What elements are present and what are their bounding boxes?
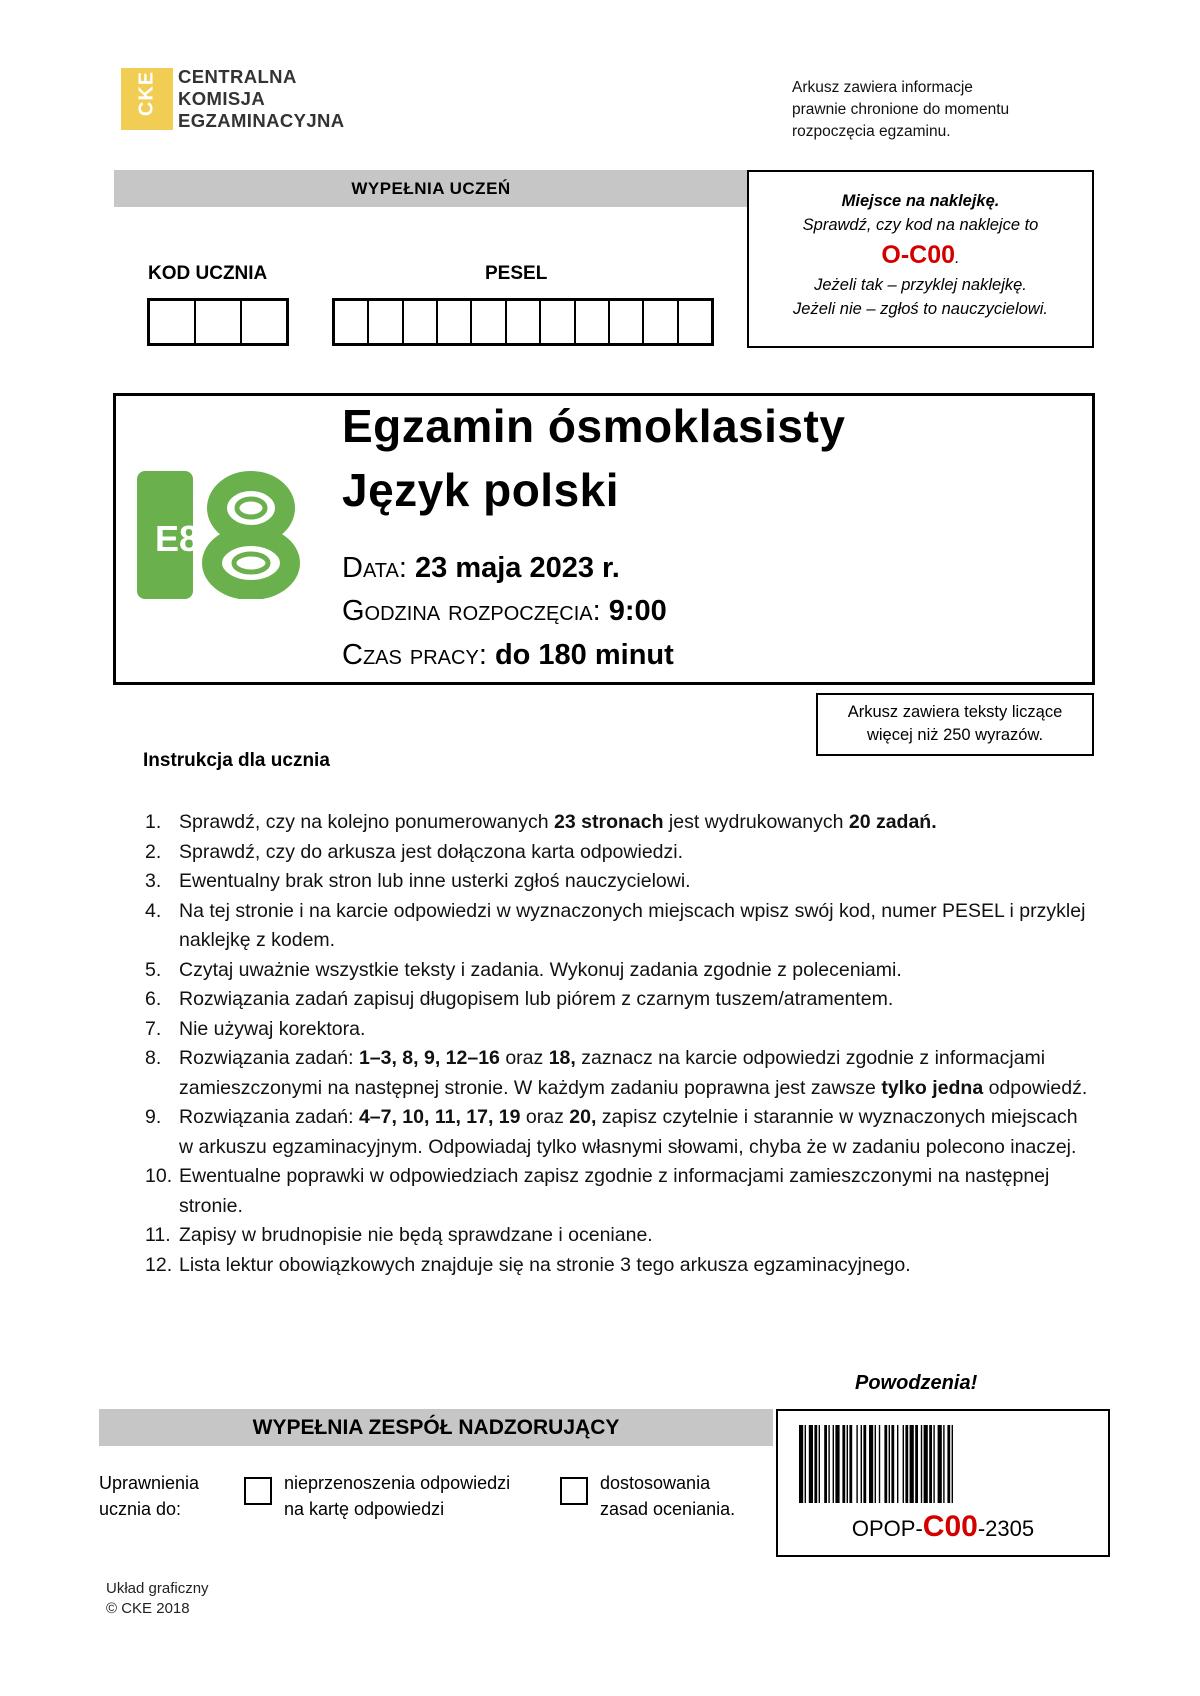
instruction-number: 8. [145,1047,162,1069]
instruction-text [179,838,1095,868]
exam-date: Data: 23 maja 2023 r. [342,552,620,584]
instruction-text [179,867,1095,897]
instruction-number: 10. [145,1165,173,1187]
pesel-label: PESEL [485,263,548,284]
pesel-digit-box[interactable] [644,301,678,343]
instruction-number: 2. [145,840,162,863]
logo-mark-text: CKE [135,70,158,117]
sticker-code-suffix: . [955,249,960,267]
instruction-segment: Na tej stronie i na karcie odpowiedzi w wyznaczonych miejscach wpisz swój kod, numer PESEL i przyklej naklejkę z kodem. [179,899,1086,951]
barcode-bar [805,1425,806,1503]
barcode-bar [929,1425,932,1503]
student-section-header [114,170,748,207]
instruction-emphasis: tylko jedna [881,1076,984,1099]
instruction-emphasis: 20, [569,1106,597,1128]
instruction-segment: zapisz czytelnie i starannie w wyznaczonych miejscach w arkuszu egzaminacyjnym. Odpowiadaj tylko własnymi słowami, chyba że w zadaniu polecono inaczej. [179,1106,1078,1158]
supervisor-section-title: WYPEŁNIA ZESPÓŁ NADZORUJĄCY [252,1416,620,1439]
date-value: 23 maja 2023 r. [415,552,620,584]
instruction-segment: Rozwiązania zadań zapisuj długopisem lub piórem z czarnym tuszem/atramentem. [179,988,894,1010]
instruction-item [145,1103,1095,1162]
instruction-text [179,1015,1095,1045]
instruction-emphasis: 23 stronach [554,811,664,833]
barcode-bar [905,1425,908,1503]
instruction-segment: Ewentualny brak stron lub inne usterki zgłoś nauczycielowi. [179,870,691,892]
instruction-number: 5. [145,958,162,981]
protection-line: prawnie chronione do momentu [792,101,1010,118]
pesel-digit-box[interactable] [576,301,610,343]
instruction-segment: oraz [499,1047,549,1069]
barcode-bar [947,1425,950,1503]
barcode-bar [824,1425,827,1503]
text-note-line: więcej niż 250 wyrazów. [866,726,1044,744]
option-line: zasad oceniania. [600,1499,736,1519]
instruction-item [145,897,1095,956]
instruction-segment: Lista lektur obowiązkowych znajduje się na stronie 3 tego arkusza egzaminacyjnego. [179,1253,911,1276]
pesel-digit-box[interactable] [541,301,575,343]
sticker-code: O-C00 [881,241,956,269]
e8-badge-text: E8 [155,518,200,559]
rights-line: Uprawnienia [99,1473,200,1493]
instruction-number: 3. [145,870,162,892]
barcode-bar [879,1425,880,1503]
exam-duration: Czas pracy: do 180 minut [342,639,674,671]
kod-digit-box[interactable] [196,301,242,343]
exam-start-time: Godzina rozpoczęcia: 9:00 [342,595,667,627]
instruction-number: 4. [145,899,162,922]
pesel-digit-box[interactable] [438,301,472,343]
barcode-bar [833,1425,834,1503]
barcode-bar [921,1425,922,1503]
instruction-item [145,808,1095,838]
kod-digit-box[interactable] [242,301,286,343]
instruction-item [145,1015,1095,1045]
instruction-segment: Rozwiązania zadań: [179,1106,359,1128]
instruction-item [145,956,1095,986]
instruction-segment: Czytaj uważnie wszystkie teksty i zadania. Wykonuj zadania zgodnie z poleceniami. [179,958,902,981]
barcode-prefix: OPOP- [851,1516,923,1541]
option-line: dostosowania [600,1473,711,1493]
instruction-segment: Zapisy w brudnopisie nie będą sprawdzane i oceniane. [179,1224,653,1246]
duration-label: Czas pracy [342,639,479,671]
instructions-title: Instrukcja dla ucznia [143,750,330,771]
barcode-bar [875,1425,876,1503]
logo-line: CENTRALNA [178,66,297,87]
instruction-item [145,1162,1095,1221]
barcode-bar [842,1425,845,1503]
instruction-segment: Sprawdź, czy na kolejno ponumerowanych [179,811,555,833]
instruction-item [145,1044,1095,1103]
sticker-yes-text: Jeżeli tak – przyklej naklejkę. [814,276,1027,294]
logo-line: EGZAMINACYJNA [178,110,345,131]
instruction-emphasis: 1–3, 8, 9, 12–16 [358,1047,500,1069]
rights-line: ucznia do: [99,1499,182,1519]
instruction-text [179,1044,1095,1103]
instruction-text [179,1103,1095,1162]
barcode-bar [933,1425,934,1503]
pesel-digit-box[interactable] [404,301,438,343]
instruction-number: 1. [145,811,162,833]
date-label: Data [342,552,399,584]
barcode-bar [856,1425,857,1503]
barcode-bar [938,1425,942,1503]
option-line: na kartę odpowiedzi [284,1499,445,1519]
adjusted-grading-option-label [600,1470,735,1522]
sticker-no-text: Jeżeli nie – zgłoś to nauczycielowi. [793,300,1048,318]
barcode-bar [884,1425,887,1503]
barcode-bar [952,1425,953,1503]
option-line: nieprzenoszenia odpowiedzi [284,1473,511,1493]
footer-line: © CKE 2018 [106,1600,190,1617]
barcode-bar [835,1425,839,1503]
barcode-bar [897,1425,898,1503]
kod-ucznia-label: KOD UCZNIA [148,263,268,284]
instruction-text [179,897,1095,956]
supervisor-section-header [99,1409,773,1446]
footer [106,1579,209,1619]
e8-logo-icon [137,471,303,599]
barcode-bar [924,1425,928,1503]
instruction-segment: Sprawdź, czy do arkusza jest dołączona karta odpowiedzi. [179,840,684,863]
instruction-text [179,1221,1095,1251]
barcode-bar [849,1425,852,1503]
pesel-field[interactable] [332,298,714,346]
barcode-code: C00 [922,1510,978,1543]
instruction-emphasis: 4–7, 10, 11, 17, 19 [358,1106,521,1128]
exam-title: Egzamin ósmoklasisty [342,400,846,452]
barcode-bar [910,1425,914,1503]
instruction-item [145,1221,1095,1251]
text-note-line: Arkusz zawiera teksty liczące [847,703,1063,721]
instruction-text [179,1251,1095,1281]
instruction-segment: Ewentualne poprawki w odpowiedziach zapisz zgodnie z informacjami zamieszczonymi na następnej stronie. [179,1165,1050,1217]
instruction-segment: jest wydrukowanych [663,811,849,833]
instruction-segment: oraz [520,1106,570,1128]
kod-digit-box[interactable] [150,301,196,343]
instruction-number: 12. [145,1253,173,1276]
cke-logo-text [178,66,345,132]
sticker-check-text: Sprawdź, czy kod na naklejce to [802,216,1039,234]
instruction-segment: Rozwiązania zadań: [179,1047,359,1069]
no-transfer-option-label [284,1470,510,1522]
barcode-bar [903,1425,904,1503]
adjusted-grading-checkbox[interactable] [560,1477,588,1505]
good-luck-text: Powodzenia! [855,1372,978,1394]
barcode-bar [861,1425,862,1503]
instruction-item [145,985,1095,1015]
pesel-digit-box[interactable] [679,301,711,343]
barcode-bar [799,1425,803,1503]
barcode-bar [943,1425,944,1503]
barcode-bar [847,1425,848,1503]
barcode-bar [809,1425,813,1503]
instruction-emphasis: 20 zadań. [848,811,937,833]
no-transfer-checkbox[interactable] [244,1477,272,1505]
kod-ucznia-field[interactable] [147,298,289,346]
pesel-digit-box[interactable] [472,301,506,343]
instruction-number: 9. [145,1106,162,1128]
instruction-item [145,867,1095,897]
barcode-bar [819,1425,820,1503]
start-label: Godzina rozpoczęcia [342,595,593,627]
student-rights-label [99,1470,199,1522]
cke-logo-mark [121,68,173,130]
instruction-text [179,956,1095,986]
barcode-bar [869,1425,873,1503]
sticker-placeholder [747,170,1094,348]
start-value: 9:00 [608,595,667,627]
student-section-title: WYPEŁNIA UCZEŃ [351,179,511,198]
duration-value: do 180 minut [494,639,674,671]
pesel-digit-box[interactable] [507,301,541,343]
barcode-bar [828,1425,829,1503]
barcode-label [776,1512,1110,1544]
instruction-item [145,1251,1095,1281]
instruction-segment: zaznacz na karcie odpowiedzi zgodnie z informacjami zamieszczonymi na następnej stronie. W każdym zadaniu poprawna jest zawsze [179,1047,1046,1099]
long-texts-note [816,693,1094,756]
instruction-emphasis: 18, [548,1047,576,1069]
barcode-bar [889,1425,890,1503]
instruction-number: 7. [145,1017,162,1040]
instruction-number: 6. [145,988,162,1010]
protection-note [792,77,1009,143]
barcode-bar [915,1425,918,1503]
protection-line: Arkusz zawiera informacje [792,79,973,96]
barcode-bar [863,1425,866,1503]
footer-line: Układ graficzny [106,1580,209,1597]
barcode-suffix: -2305 [977,1516,1035,1541]
pesel-digit-box[interactable] [610,301,644,343]
instruction-number: 11. [145,1224,171,1246]
instruction-text [179,985,1095,1015]
instruction-segment: Nie używaj korektora. [179,1017,366,1040]
logo-line: KOMISJA [178,88,266,109]
exam-subject: Język polski [342,464,620,516]
instruction-item [145,838,1095,868]
instruction-segment: odpowiedź. [983,1076,1088,1099]
barcode-bar [814,1425,817,1503]
instruction-text [179,1162,1095,1221]
sticker-title: Miejsce na naklejkę. [841,192,1000,210]
instruction-text [179,808,1095,838]
protection-line: rozpoczęcia egzaminu. [792,123,951,140]
barcode-bar [891,1425,894,1503]
barcode-icon [799,1425,1087,1505]
pesel-digit-box[interactable] [335,301,369,343]
instructions-list [145,808,1095,1280]
pesel-digit-box[interactable] [369,301,403,343]
